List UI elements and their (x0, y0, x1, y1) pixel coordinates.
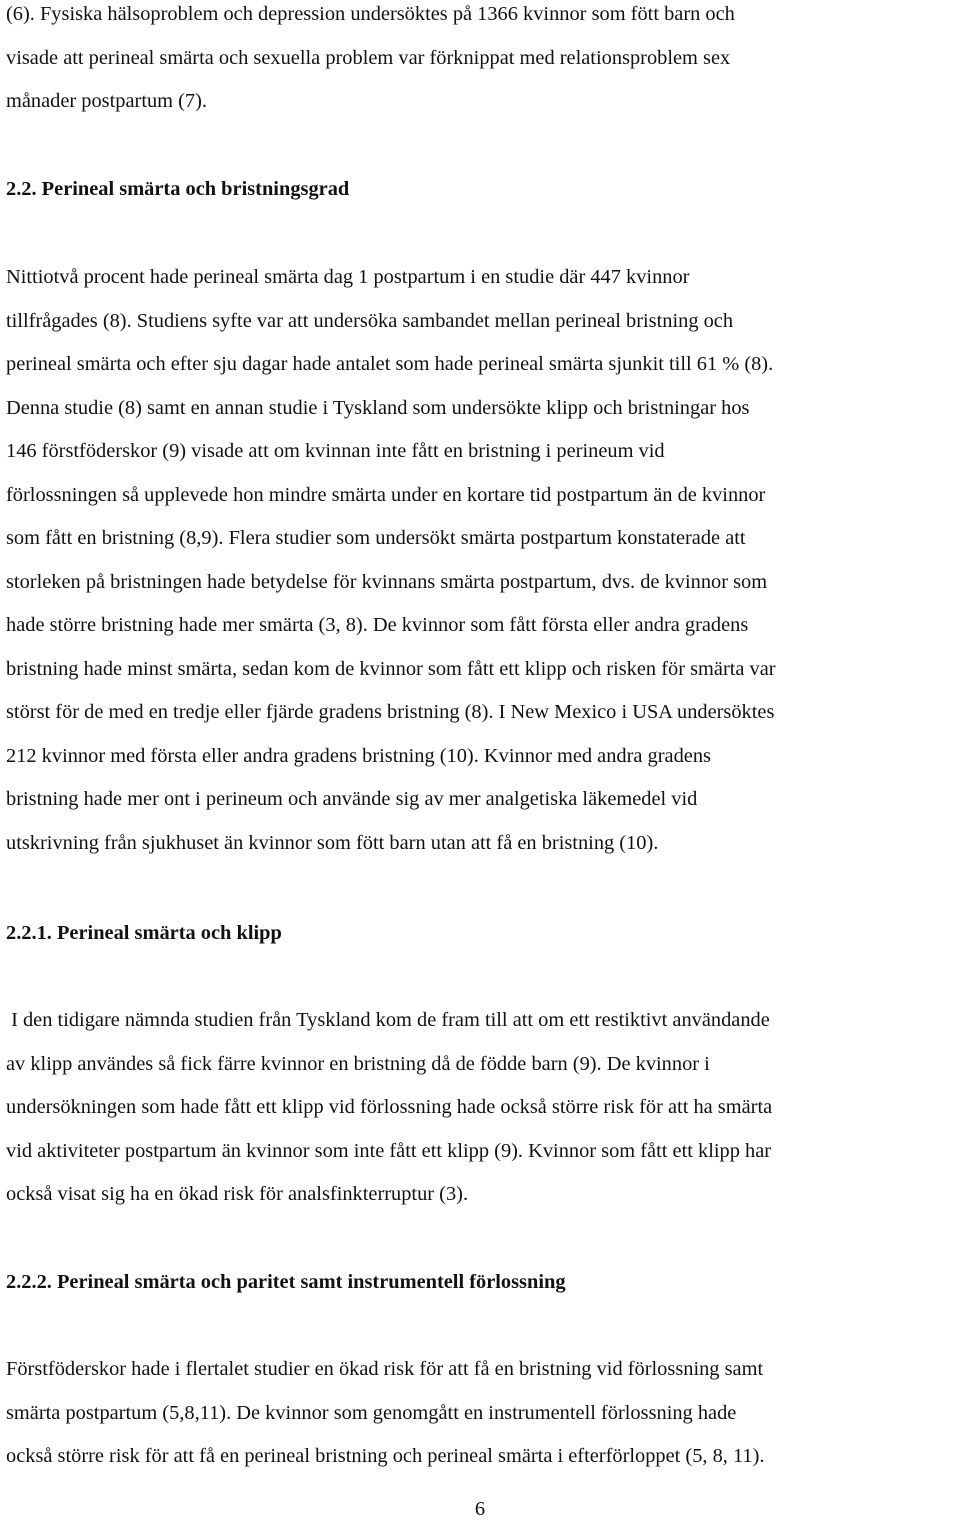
text-line: 212 kvinnor med första eller andra gradens bristning (10). Kvinnor med andra gradens (6, 744, 711, 767)
text-line: storleken på bristningen hade betydelse för kvinnans smärta postpartum, dvs. de kvinnor som (6, 570, 768, 593)
section-heading-2-2-1: 2.2.1. Perineal smärta och klipp (6, 922, 282, 944)
text-line: I den tidigare nämnda studien från Tyskland kom de fram till att om ett restiktivt användande (6, 1009, 770, 1031)
text-line: också visat sig ha en ökad risk för analsfinkterruptur (3). (6, 1183, 469, 1205)
text-line: utskrivning från sjukhuset än kvinnor som fött barn utan att få en bristning (10). (6, 831, 659, 854)
page-number: 6 (474, 1498, 486, 1520)
section-heading-2-2: 2.2. Perineal smärta och bristningsgrad (6, 178, 350, 200)
section-2-2-2-paragraph (6, 1348, 958, 1479)
text-line: perineal smärta och efter sju dagar hade antalet som hade perineal smärta sjunkit till 61 % (8). (6, 353, 774, 375)
text-line: som fått en bristning (8,9). Flera studier som undersökt smärta postpartum konstaterade att (6, 527, 746, 549)
section-2-2-1-paragraph (6, 999, 958, 1217)
text-line: förlossningen så upplevede hon mindre smärta under en kortare tid postpartum än de kvinnor (6, 483, 766, 506)
text-line: undersökningen som hade fått ett klipp vid förlossning hade också större risk för att ha smärta (6, 1096, 773, 1118)
text-line: bristning hade mer ont i perineum och använde sig av mer analgetiska läkemedel vid (6, 788, 698, 810)
text-line: hade större bristning hade mer smärta (3, 8). De kvinnor som fått första eller andra gradens (6, 614, 749, 636)
text-line: störst för de med en tredje eller fjärde gradens bristning (8). I New Mexico i USA undersöktes (6, 701, 775, 723)
text-line: bristning hade minst smärta, sedan kom de kvinnor som fått ett klipp och risken för smärta var (6, 657, 776, 680)
text-line: smärta postpartum (5,8,11). De kvinnor som genomgått en instrumentell förlossning hade (6, 1401, 737, 1424)
text-line: tillfrågades (8). Studiens syfte var att undersöka sambandet mellan perineal bristning och (6, 309, 734, 332)
text-line: Förstföderskor hade i flertalet studier en ökad risk för att få en bristning vid förlossning samt (6, 1358, 764, 1380)
text-line: av klipp användes så fick färre kvinnor en bristning då de födde barn (9). De kvinnor i (6, 1052, 710, 1075)
text-line: Nittiotvå procent hade perineal smärta dag 1 postpartum i en studie där 447 kvinnor (6, 266, 690, 288)
text-line: 146 förstföderskor (9) visade att om kvinnan inte fått en bristning i perineum vid (6, 440, 665, 462)
text-line: vid aktiviteter postpartum än kvinnor som inte fått ett klipp (9). Kvinnor som fått ett klipp har (6, 1139, 772, 1162)
text-line: visade att perineal smärta och sexuella problem var förknippat med relationsproblem sex (6, 46, 731, 69)
intro-paragraph (6, 0, 958, 124)
section-2-2-paragraph (6, 256, 958, 865)
text-line: också större risk för att få en perineal bristning och perineal smärta i efterförloppet (5, 8, 11). (6, 1445, 765, 1467)
text-line: Denna studie (8) samt en annan studie i Tyskland som undersökte klipp och bristningar hos (6, 396, 750, 419)
text-line: (6). Fysiska hälsoproblem och depression undersöktes på 1366 kvinnor som fött barn och (6, 3, 735, 25)
section-heading-2-2-2: 2.2.2. Perineal smärta och paritet samt instrumentell förlossning (6, 1271, 566, 1293)
text-line: månader postpartum (7). (6, 90, 208, 112)
